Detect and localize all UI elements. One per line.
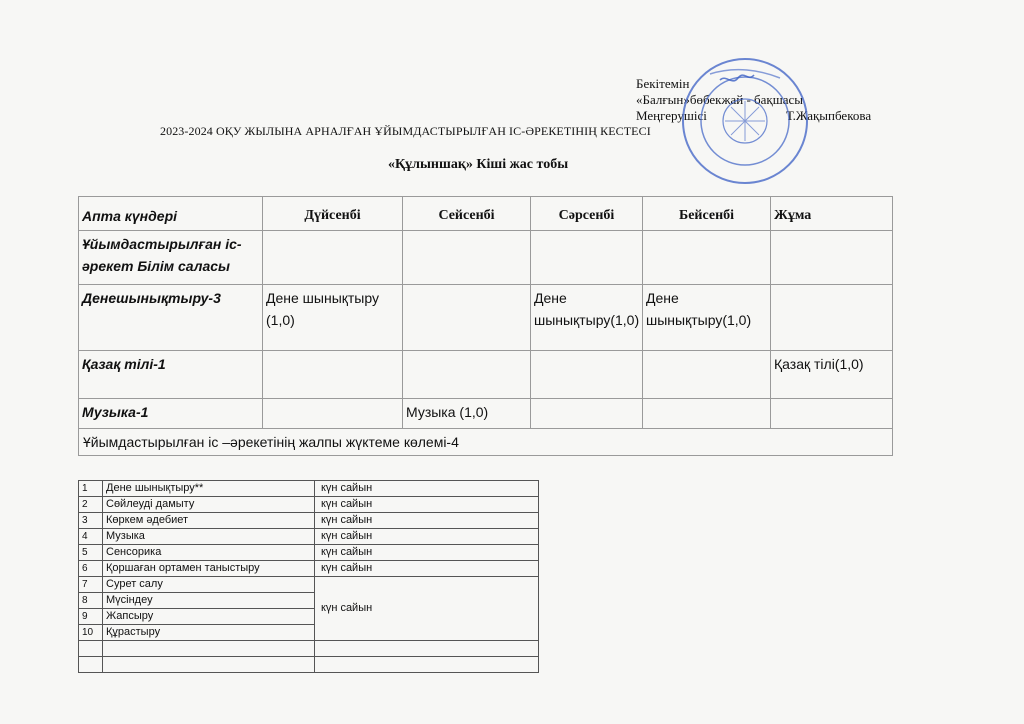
row-number: 2: [79, 497, 103, 513]
row-number: 5: [79, 545, 103, 561]
row-number: 6: [79, 561, 103, 577]
official-stamp-icon: [680, 56, 810, 186]
empty-cell: [79, 657, 103, 673]
activity-name: Құрастыру: [103, 625, 315, 641]
row-number: 3: [79, 513, 103, 529]
cell-friday: [771, 285, 893, 351]
activity-name: Жапсыру: [103, 609, 315, 625]
table-row: [79, 513, 539, 529]
total-load-text: Ұйымдастырылған іс –әрекетінің жалпы жүктеме көлемі-4: [79, 429, 893, 456]
total-row: [79, 429, 893, 456]
schedule-subheader-row: [79, 231, 893, 285]
row-label: Музыка-1: [79, 399, 263, 429]
activity-name: Сенсорика: [103, 545, 315, 561]
activity-frequency: күн сайын: [315, 577, 539, 641]
activity-name: Көркем әдебиет: [103, 513, 315, 529]
cell-monday: Дене шынықтыру (1,0): [263, 285, 403, 351]
activity-name: Дене шынықтыру**: [103, 481, 315, 497]
row-label: Қазақ тілі-1: [79, 351, 263, 399]
activity-name: Сурет салу: [103, 577, 315, 593]
table-row: [79, 285, 893, 351]
signer-name: Т.Жақыпбекова: [786, 108, 872, 123]
activity-name: Мүсіндеу: [103, 593, 315, 609]
header-weekdays: Апта күндері: [79, 197, 263, 231]
empty-cell: [315, 657, 539, 673]
row-label: Денешынықтыру-3: [79, 285, 263, 351]
activity-frequency: күн сайын: [315, 481, 539, 497]
table-row: [79, 577, 539, 593]
table-row: [79, 561, 539, 577]
table-row: [79, 641, 539, 657]
cell-thursday: [643, 351, 771, 399]
group-title: «Құлыншақ» Кіші жас тобы: [388, 157, 569, 172]
row-number: 7: [79, 577, 103, 593]
table-row: [79, 399, 893, 429]
cell-monday: [263, 399, 403, 429]
schedule-table: [78, 196, 893, 456]
empty-cell: [771, 231, 893, 285]
cell-wednesday: [531, 399, 643, 429]
activity-frequency: күн сайын: [315, 561, 539, 577]
cell-tuesday: [403, 285, 531, 351]
activity-name: Қоршаған ортамен таныстыру: [103, 561, 315, 577]
activity-frequency: күн сайын: [315, 497, 539, 513]
table-row: [79, 481, 539, 497]
plan-title: 2023-2024 ОҚУ ЖЫЛЫНА АРНАЛҒАН ҰЙЫМДАСТЫРЫЛҒАН ІС-ӘРЕКЕТІНІҢ КЕСТЕСІ: [160, 124, 651, 138]
activity-frequency: күн сайын: [315, 513, 539, 529]
cell-tuesday: [403, 351, 531, 399]
row-number: 10: [79, 625, 103, 641]
table-row: [79, 657, 539, 673]
approval-line-2: «Балғын»бөбекжай - бақшасы: [636, 92, 804, 107]
cell-thursday: [643, 399, 771, 429]
subheader-label: Ұйымдастырылған іс-әрекет Білім саласы: [79, 231, 263, 285]
cell-friday: [771, 399, 893, 429]
cell-monday: [263, 351, 403, 399]
table-row: [79, 351, 893, 399]
empty-cell: [315, 641, 539, 657]
empty-cell: [79, 641, 103, 657]
empty-cell: [403, 231, 531, 285]
row-number: 1: [79, 481, 103, 497]
cell-tuesday: Музыка (1,0): [403, 399, 531, 429]
header-thursday: Бейсенбі: [643, 197, 771, 231]
empty-cell: [263, 231, 403, 285]
activity-frequency: күн сайын: [315, 529, 539, 545]
header-tuesday: Сейсенбі: [403, 197, 531, 231]
empty-cell: [103, 657, 315, 673]
row-number: 8: [79, 593, 103, 609]
activity-name: Музыка: [103, 529, 315, 545]
row-number: 9: [79, 609, 103, 625]
activity-name: Сөйлеуді дамыту: [103, 497, 315, 513]
row-number: 4: [79, 529, 103, 545]
approval-line-3: Меңгерушісі: [636, 108, 707, 123]
header-monday: Дүйсенбі: [263, 197, 403, 231]
empty-cell: [103, 641, 315, 657]
cell-friday: Қазақ тілі(1,0): [771, 351, 893, 399]
cell-thursday: Дене шынықтыру(1,0): [643, 285, 771, 351]
approval-line-1: Бекітемін: [636, 76, 690, 91]
header-wednesday: Сәрсенбі: [531, 197, 643, 231]
table-row: [79, 497, 539, 513]
empty-cell: [531, 231, 643, 285]
cell-wednesday: [531, 351, 643, 399]
daily-activities-table: [78, 480, 539, 673]
table-row: [79, 529, 539, 545]
schedule-header-row: [79, 197, 893, 231]
cell-wednesday: Дене шынықтыру(1,0): [531, 285, 643, 351]
activity-frequency: күн сайын: [315, 545, 539, 561]
empty-cell: [643, 231, 771, 285]
header-friday: Жұма: [771, 197, 893, 231]
table-row: [79, 545, 539, 561]
